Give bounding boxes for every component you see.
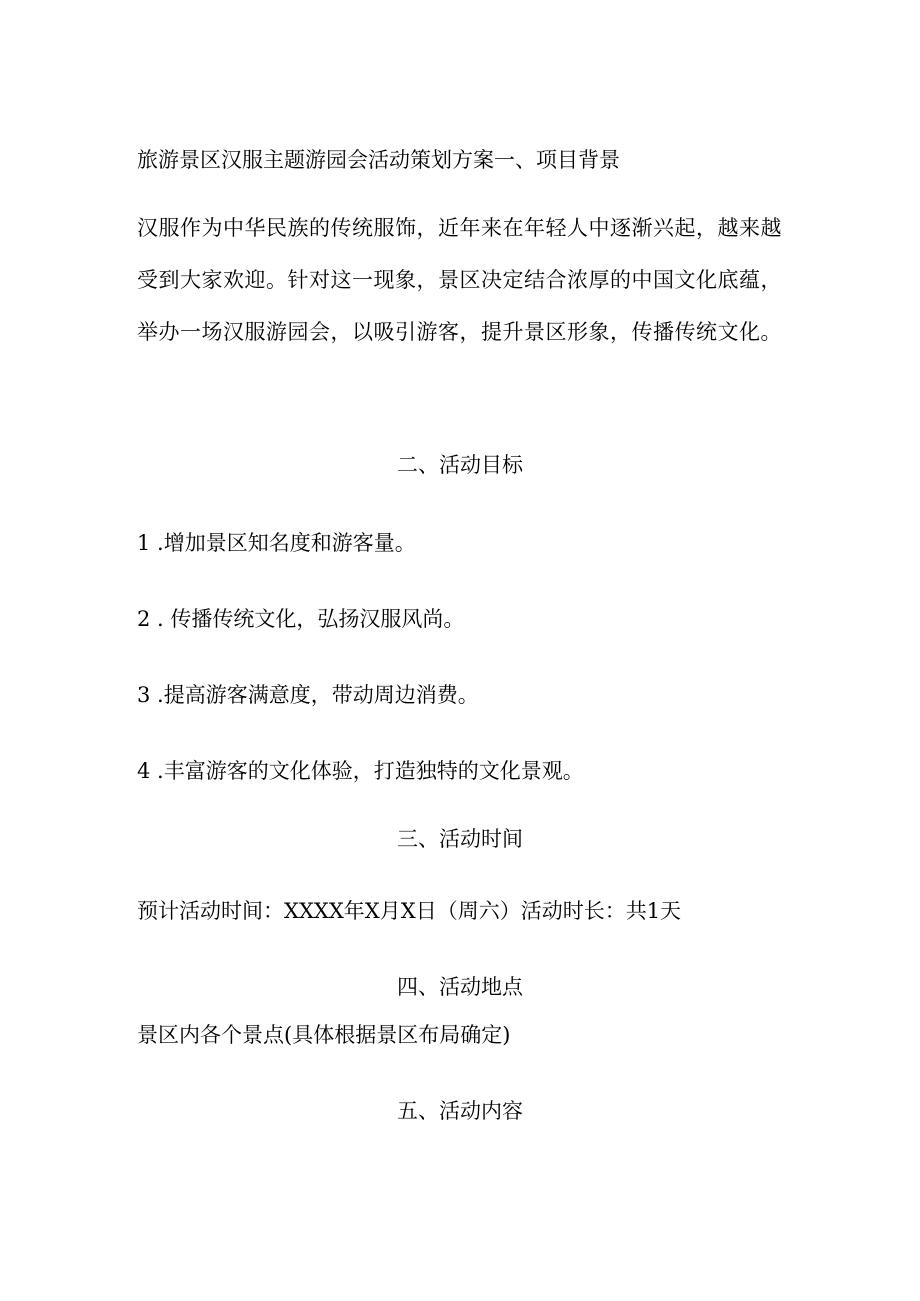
activity-time-text: 预计活动时间：XXXX年X月X日（周六）活动时长：共1天 (137, 899, 682, 923)
goal-item-1: 1 .增加景区知名度和游客量。 (137, 531, 416, 555)
section-heading-location: 四、活动地点 (397, 975, 523, 999)
background-paragraph (137, 202, 797, 358)
document-title-line: 旅游景区汉服主题游园会活动策划方案一、项目背景 (137, 148, 620, 172)
section-heading-content: 五、活动内容 (397, 1099, 523, 1123)
background-line: 举办一场汉服游园会，以吸引游客，提升景区形象，传播传统文化。 (137, 320, 782, 344)
background-line: 汉服作为中华民族的传统服饰，近年来在年轻人中逐渐兴起，越来越 (137, 216, 782, 240)
section-heading-time: 三、活动时间 (397, 827, 523, 851)
goal-item-2: 2 . 传播传统文化，弘扬汉服风尚。 (137, 607, 465, 631)
section-heading-goals: 二、活动目标 (397, 453, 523, 477)
background-line: 受到大家欢迎。针对这一现象，景区决定结合浓厚的中国文化底蕴， (137, 268, 782, 292)
goal-item-3: 3 .提高游客满意度，带动周边消费。 (137, 683, 479, 707)
activity-location-text: 景区内各个景点(具体根据景区布局确定) (137, 1023, 511, 1047)
goal-item-4: 4 .丰富游客的文化体验，打造独特的文化景观。 (137, 759, 584, 783)
